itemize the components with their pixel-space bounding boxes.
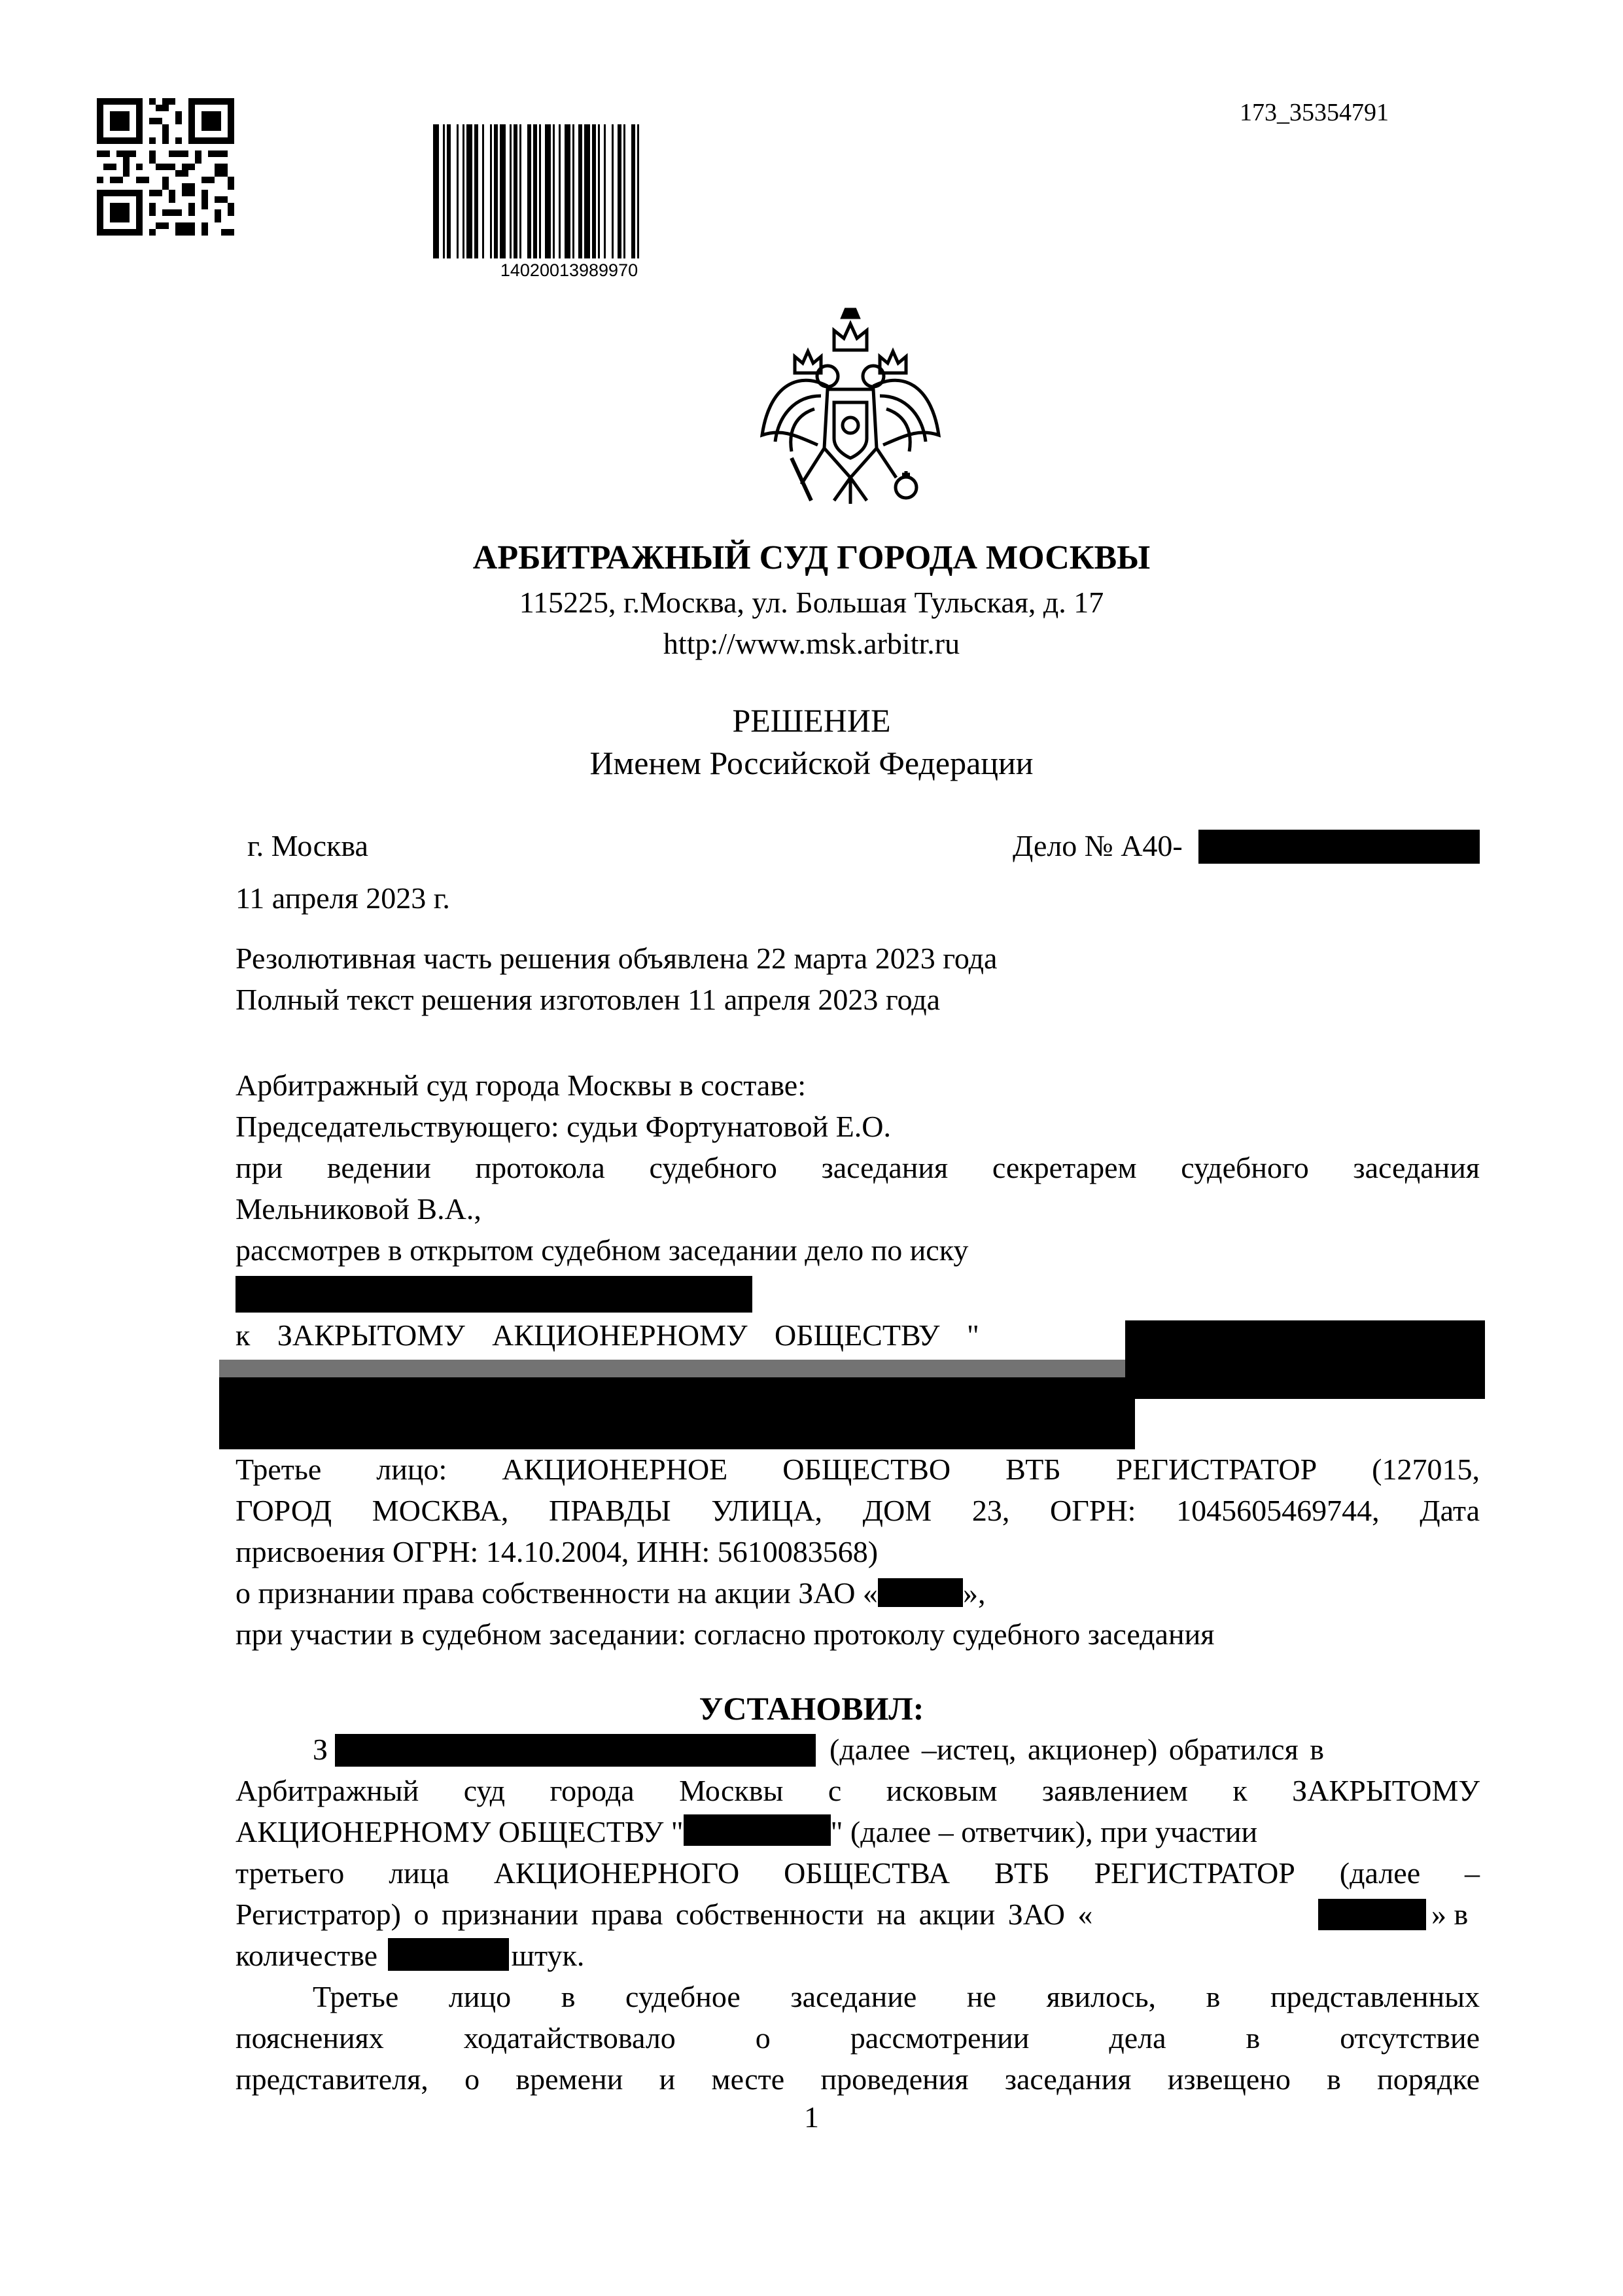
- subject-line: [236, 1573, 985, 1614]
- court-name: АРБИТРАЖНЫЙ СУД ГОРОДА МОСКВЫ: [472, 539, 1151, 576]
- decision-city: г. Москва: [247, 829, 368, 862]
- coat-of-arms-icon: [756, 304, 945, 514]
- paragraph-1-line-2: Арбитражный суд города Москвы с исковым заявлением к ЗАКРЫТОМУ: [236, 1774, 1480, 1807]
- paragraph-1-line-3: [236, 1812, 1257, 1852]
- paragraph-2-line-3: представителя, о времени и месте проведения заседания извещено в порядке: [236, 2062, 1480, 2096]
- redaction-defendant-3: [219, 1377, 1135, 1449]
- redaction-company-2: [684, 1814, 831, 1846]
- decision-title: РЕШЕНИЕ: [732, 702, 891, 739]
- redaction-company: [878, 1578, 963, 1607]
- decision-date: 11 апреля 2023 г.: [236, 881, 450, 915]
- paragraph-1-line-5-start: Регистратор) о признании права собственности на акции ЗАО «: [236, 1898, 1093, 1931]
- redaction-plaintiff: [236, 1276, 752, 1313]
- paragraph-1-line-6: [236, 1935, 584, 1976]
- decision-subtitle: Именем Российской Федерации: [589, 745, 1034, 781]
- paragraph-1-line-4: третьего лица АКЦИОНЕРНОГО ОБЩЕСТВА ВТБ РЕГИСТРАТОР (далее –: [236, 1856, 1480, 1890]
- considering-line: рассмотрев в открытом судебном заседании дело по иску: [236, 1233, 969, 1267]
- redaction-case-number: [1198, 830, 1480, 864]
- p1-l3-end: " (далее – ответчик), при участии: [830, 1815, 1258, 1848]
- p1-l6-end: штук.: [511, 1939, 585, 1972]
- defendant-line: к ЗАКРЫТОМУ АКЦИОНЕРНОМУ ОБЩЕСТВУ ": [236, 1318, 979, 1352]
- redaction-defendant-1: [1125, 1320, 1485, 1399]
- third-party-line-3: присвоения ОГРН: 14.10.2004, ИНН: 5610083568): [236, 1535, 879, 1568]
- subject-suffix: »,: [962, 1576, 986, 1610]
- redaction-share-count: [388, 1938, 509, 1971]
- full-text-line: Полный текст решения изготовлен 11 апреля 2023 года: [236, 983, 941, 1016]
- secretary-line-2: Мельниковой В.А.,: [236, 1192, 481, 1226]
- composition-line: Арбитражный суд города Москвы в составе:: [236, 1069, 807, 1102]
- court-website: http://www.msk.arbitr.ru: [663, 627, 960, 660]
- document-id: 173_35354791: [1240, 99, 1389, 126]
- announced-line: Резолютивная часть решения объявлена 22 марта 2023 года: [236, 942, 998, 975]
- p1-l3-start: АКЦИОНЕРНОМУ ОБЩЕСТВУ ": [236, 1815, 684, 1848]
- paragraph-1-line-1-end: (далее –истец, акционер) обратился в: [829, 1733, 1324, 1766]
- redaction-plaintiff-name: [335, 1734, 816, 1767]
- paragraph-1-line-5-end: » в: [1431, 1898, 1469, 1931]
- established-heading: УСТАНОВИЛ:: [699, 1690, 924, 1727]
- redaction-company-3: [1318, 1899, 1426, 1930]
- secretary-line-1: при ведении протокола судебного заседания секретарем судебного заседания: [236, 1151, 1480, 1184]
- third-party-line-1: Третье лицо: АКЦИОНЕРНОЕ ОБЩЕСТВО ВТБ РЕГИСТРАТОР (127015,: [236, 1453, 1480, 1486]
- barcode: [432, 124, 707, 258]
- case-number-label: Дело № А40-: [1013, 829, 1183, 862]
- page-number: 1: [804, 2100, 819, 2134]
- paragraph-1-line-1-start: З: [313, 1733, 328, 1766]
- paragraph-2-line-2: пояснениях ходатайствовало о рассмотрении дела в отсутствие: [236, 2021, 1480, 2055]
- qr-code: [97, 98, 234, 236]
- participation-line: при участии в судебном заседании: согласно протоколу судебного заседания: [236, 1617, 1215, 1651]
- presiding-line: Председательствующего: судьи Фортунатовой Е.О.: [236, 1110, 892, 1143]
- subject-prefix: о признании права собственности на акции ЗАО «: [236, 1576, 878, 1610]
- paragraph-2-line-1: Третье лицо в судебное заседание не явилось, в представленных: [313, 1980, 1480, 2013]
- barcode-number: 14020013989970: [500, 260, 638, 280]
- third-party-line-2: ГОРОД МОСКВА, ПРАВДЫ УЛИЦА, ДОМ 23, ОГРН: 1045605469744, Дата: [236, 1494, 1480, 1527]
- p1-l6-start: количестве: [236, 1939, 378, 1972]
- court-address: 115225, г.Москва, ул. Большая Тульская, д. 17: [519, 586, 1104, 619]
